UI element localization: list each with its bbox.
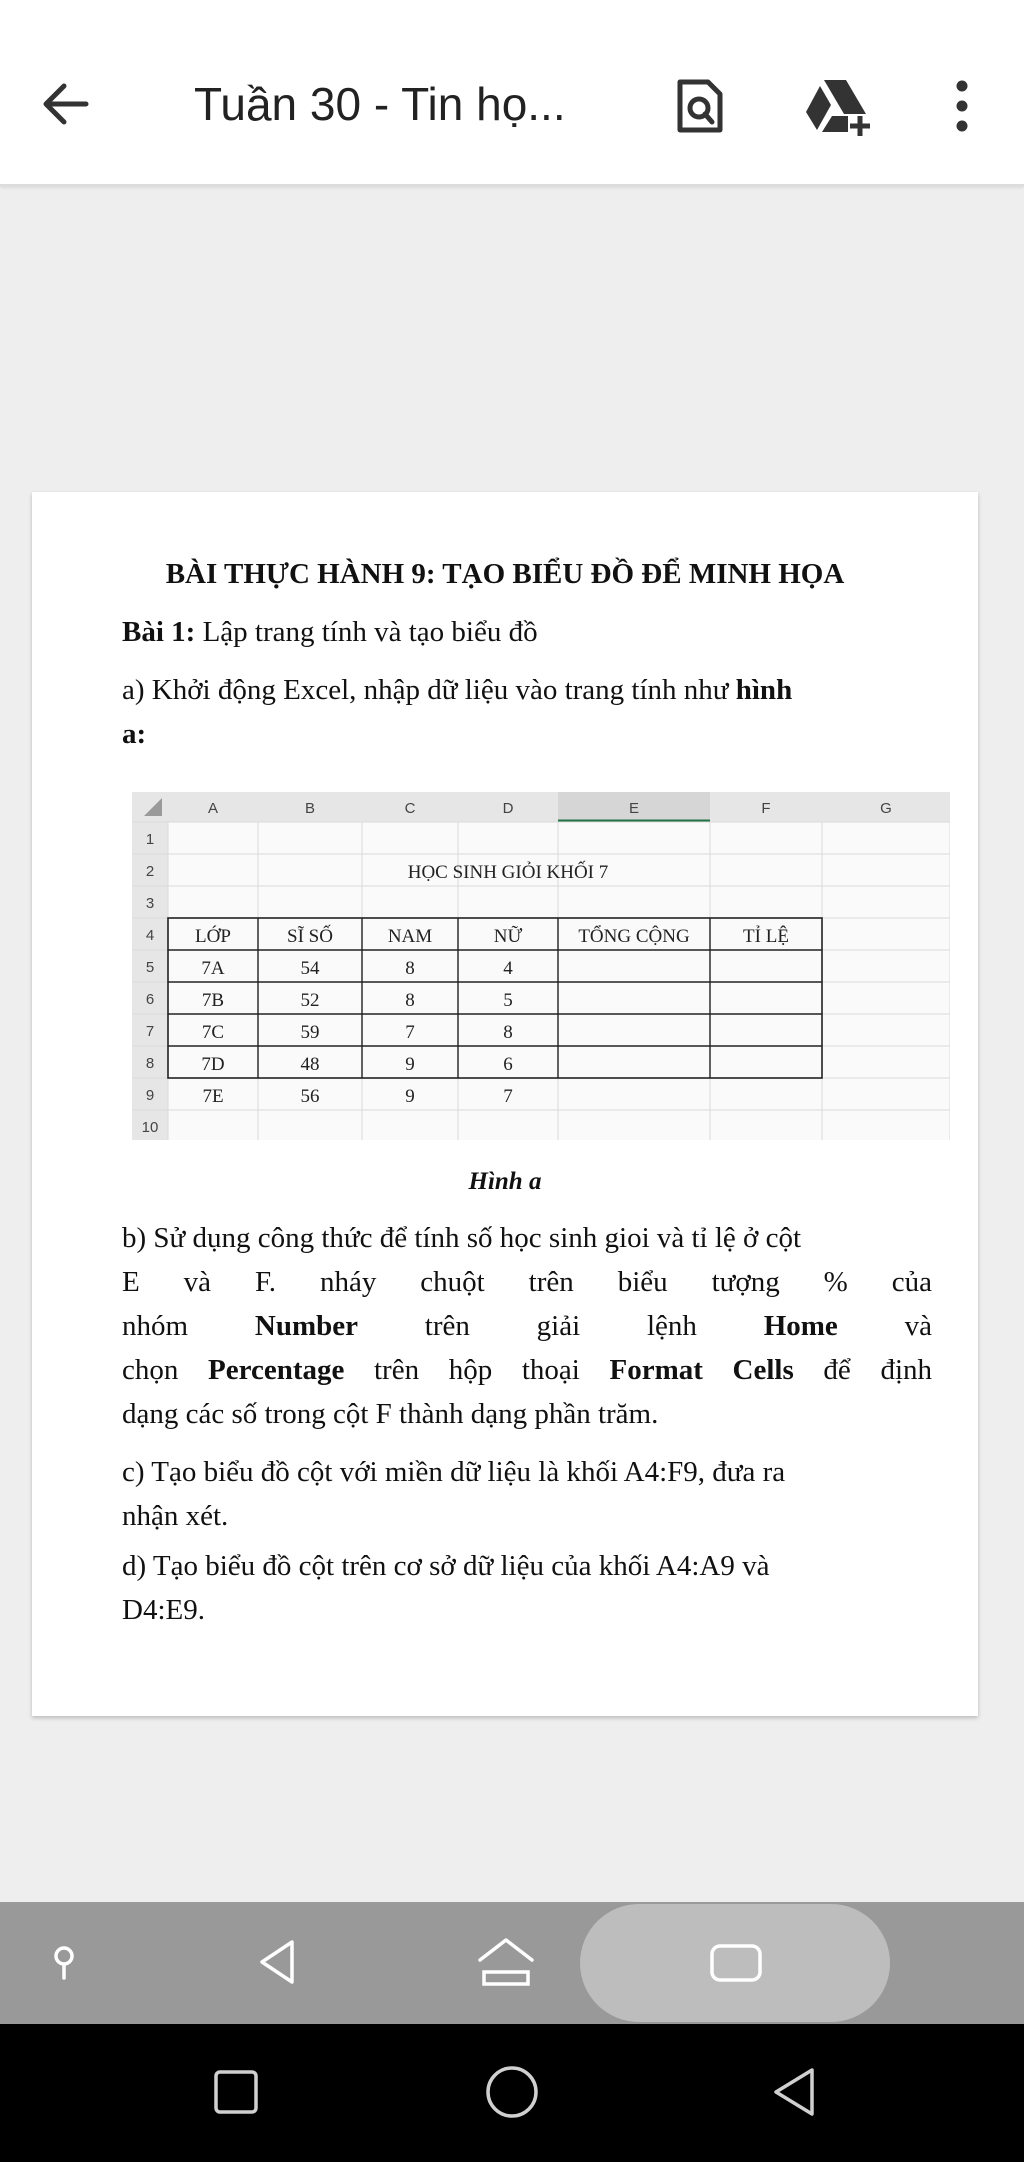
nav-home-icon <box>470 1926 542 1998</box>
document-title: Tuần 30 - Tin họ... <box>194 78 566 130</box>
nav-recents-icon <box>700 1926 772 1998</box>
sys-back-button[interactable] <box>762 2060 826 2124</box>
part-a-bold: hình <box>735 674 793 706</box>
col-header: D <box>502 800 514 817</box>
col-header: E <box>628 800 640 817</box>
table-cell: 7E <box>202 1086 224 1107</box>
part-b-text: chọn <box>122 1354 209 1386</box>
row-number: 7 <box>145 1023 155 1040</box>
merged-title-cell: HỌC SINH GIỎI KHỐI 7 <box>407 862 609 883</box>
col-header: A <box>207 800 219 817</box>
table-cell: 8 <box>405 958 415 979</box>
table-cell: 7C <box>201 1022 225 1043</box>
more-vert-icon <box>944 76 980 136</box>
part-a-line2 <box>122 718 146 751</box>
pin-icon <box>28 1926 100 1998</box>
system-nav-bar <box>0 2024 1024 2162</box>
part-c-line2: nhận xét. <box>122 1500 229 1532</box>
table-header: NỮ <box>493 926 523 947</box>
part-d-line2: D4:E9. <box>122 1594 205 1626</box>
row-number: 4 <box>145 927 155 944</box>
part-b-text: và <box>837 1310 932 1342</box>
table-cell: 7A <box>201 958 225 979</box>
sys-recents-icon <box>204 2060 268 2124</box>
table-cell: 9 <box>405 1054 415 1075</box>
table-cell: 54 <box>300 958 320 979</box>
part-b-line3 <box>122 1310 932 1343</box>
part-b-line1: b) Sử dụng công thức để tính số học sinh gioi và tỉ lệ ở cột <box>122 1222 802 1254</box>
find-in-page-button[interactable] <box>672 76 728 136</box>
app-bar <box>0 14 1024 186</box>
part-b-text: trên hộp thoại <box>344 1354 610 1386</box>
figure-caption: Hình a <box>468 1168 542 1195</box>
row-number: 10 <box>141 1119 159 1136</box>
table-cell: 7 <box>503 1086 513 1107</box>
table-cell: 7D <box>201 1054 225 1075</box>
table-cell: 7B <box>201 990 225 1011</box>
row-number: 2 <box>145 863 155 880</box>
row-number: 1 <box>145 831 155 848</box>
table-cell: 48 <box>300 1054 320 1075</box>
col-header: F <box>761 800 771 817</box>
spreadsheet-image <box>132 792 950 1140</box>
col-header: G <box>880 800 892 817</box>
part-b-bold: Percentage <box>208 1354 345 1386</box>
nav-back-icon <box>240 1926 312 1998</box>
back-arrow-icon <box>38 76 94 132</box>
nav-home-button[interactable] <box>470 1926 542 1998</box>
part-b-line4 <box>122 1354 932 1387</box>
sys-recents-button[interactable] <box>204 2060 268 2124</box>
row-number: 5 <box>145 959 155 976</box>
sys-home-icon <box>480 2060 544 2124</box>
part-a-text: a) Khởi động Excel, nhập dữ liệu vào trang tính như <box>122 674 736 706</box>
table-cell: 56 <box>300 1086 320 1107</box>
sys-home-button[interactable] <box>480 2060 544 2124</box>
table-cell: 7 <box>405 1022 415 1043</box>
table-cell: 9 <box>405 1086 415 1107</box>
part-b-line2: E và F. nháy chuột trên biểu tượng % của <box>122 1266 932 1298</box>
part-b-bold: Format Cells <box>609 1354 794 1386</box>
find-in-page-icon <box>672 76 728 136</box>
row-number: 3 <box>145 895 155 912</box>
table-header: TỈ LỆ <box>743 926 789 947</box>
table-header: TỔNG CỘNG <box>578 926 690 947</box>
part-b-bold: Number <box>254 1310 358 1342</box>
table-cell: 8 <box>503 1022 513 1043</box>
table-header: LỚP <box>195 926 231 947</box>
table-cell: 52 <box>300 990 320 1011</box>
document-page <box>32 492 978 1716</box>
part-b-line5: dạng các số trong cột F thành dạng phần trăm. <box>122 1398 659 1430</box>
more-options-button[interactable] <box>944 76 980 136</box>
back-button[interactable] <box>38 76 94 132</box>
part-a-line1 <box>122 674 792 707</box>
pin-button[interactable] <box>28 1926 100 1998</box>
add-to-drive-button[interactable] <box>802 76 874 136</box>
part-b-text: trên giải lệnh <box>357 1310 764 1342</box>
status-bar <box>0 0 1024 14</box>
table-cell: 4 <box>503 958 513 979</box>
nav-recents-button[interactable] <box>700 1926 772 1998</box>
col-header: C <box>404 800 416 817</box>
bai1-line <box>122 616 538 649</box>
part-b-text: để định <box>793 1354 932 1386</box>
navigation-bar <box>0 1902 1024 2024</box>
drive-add-icon <box>802 76 874 136</box>
table-cell: 8 <box>405 990 415 1011</box>
sys-back-icon <box>762 2060 826 2124</box>
exercise-heading: BÀI THỰC HÀNH 9: TẠO BIỂU ĐỒ ĐỂ MINH HỌA <box>165 558 845 590</box>
row-number: 9 <box>145 1087 155 1104</box>
part-a-bold-2: a: <box>122 718 147 750</box>
row-number: 6 <box>145 991 155 1008</box>
table-cell: 59 <box>300 1022 320 1043</box>
table-cell: 5 <box>503 990 513 1011</box>
table-header: SĨ SỐ <box>287 926 333 947</box>
bai1-text: Lập trang tính và tạo biểu đồ <box>195 616 538 648</box>
col-header: B <box>304 800 316 817</box>
row-number: 8 <box>145 1055 155 1072</box>
table-cell: 6 <box>503 1054 513 1075</box>
part-b-text: nhóm <box>122 1310 255 1342</box>
part-b-bold: Home <box>763 1310 838 1342</box>
nav-back-button[interactable] <box>240 1926 312 1998</box>
part-c-line1: c) Tạo biểu đồ cột với miền dữ liệu là khối A4:F9, đưa ra <box>122 1456 786 1488</box>
bai1-label: Bài 1: <box>122 616 196 648</box>
table-header: NAM <box>387 926 433 947</box>
part-d-line1: d) Tạo biểu đồ cột trên cơ sở dữ liệu của khối A4:A9 và <box>122 1550 770 1582</box>
